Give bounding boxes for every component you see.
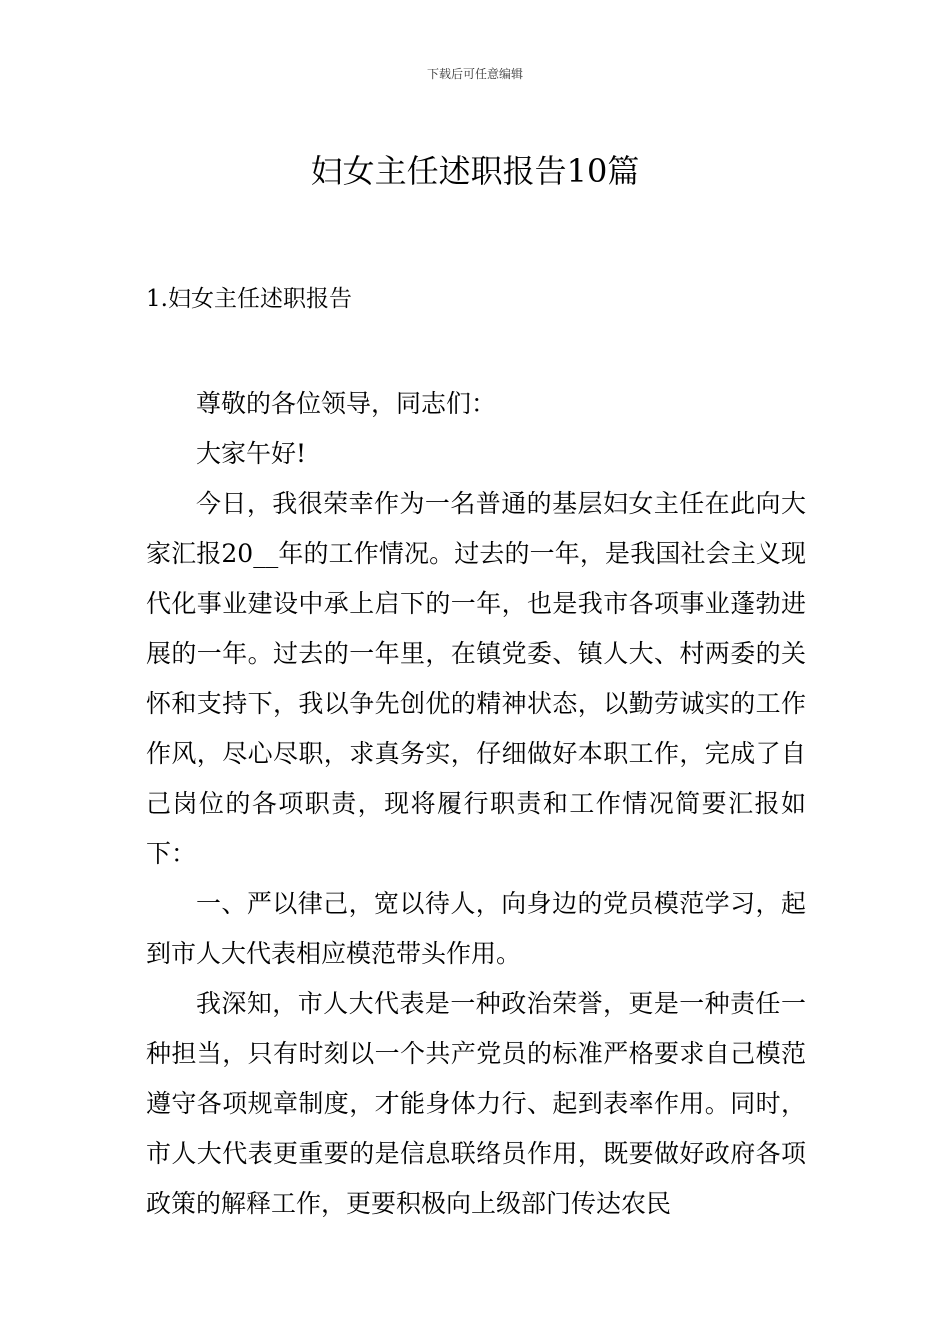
intro-paragraph: 今日，我很荣幸作为一名普通的基层妇女主任在此向大家汇报20__年的工作情况。过去的一年，是我国社会主义现代化事业建设中承上启下的一年，也是我市各项事业蓬勃进展的一年。过去的一年里，在镇党委、镇人大、村两委的关怀和支持下，我以争先创优的精神状态，以勤劳诚实的工作作风，尽心尽职，求真务实，仔细做好本职工作，完成了自己岗位的各项职责，现将履行职责和工作情况简要汇报如下： (146, 489, 806, 868)
document-body (146, 379, 806, 1229)
section-heading: 1.妇女主任述职报告 (146, 286, 352, 312)
document-title: 妇女主任述职报告10篇 (310, 152, 640, 191)
header-note: 下载后可任意编辑 (426, 67, 523, 81)
point-one-body-paragraph: 我深知，市人大代表是一种政治荣誉，更是一种责任一种担当，只有时刻以一个共产党员的标准严格要求自己模范遵守各项规章制度，才能身体力行、起到表率作用。同时，市人大代表更重要的是信息联络员作用，既要做好政府各项政策的解释工作，更要积极向上级部门传达农民 (146, 989, 806, 1218)
salutation-paragraph: 尊敬的各位领导，同志们： (196, 389, 497, 418)
greeting-paragraph: 大家午好! (196, 439, 307, 468)
point-one-heading-paragraph: 一、严以律己，宽以待人，向身边的党员模范学习，起到市人大代表相应模范带头作用。 (146, 889, 806, 968)
